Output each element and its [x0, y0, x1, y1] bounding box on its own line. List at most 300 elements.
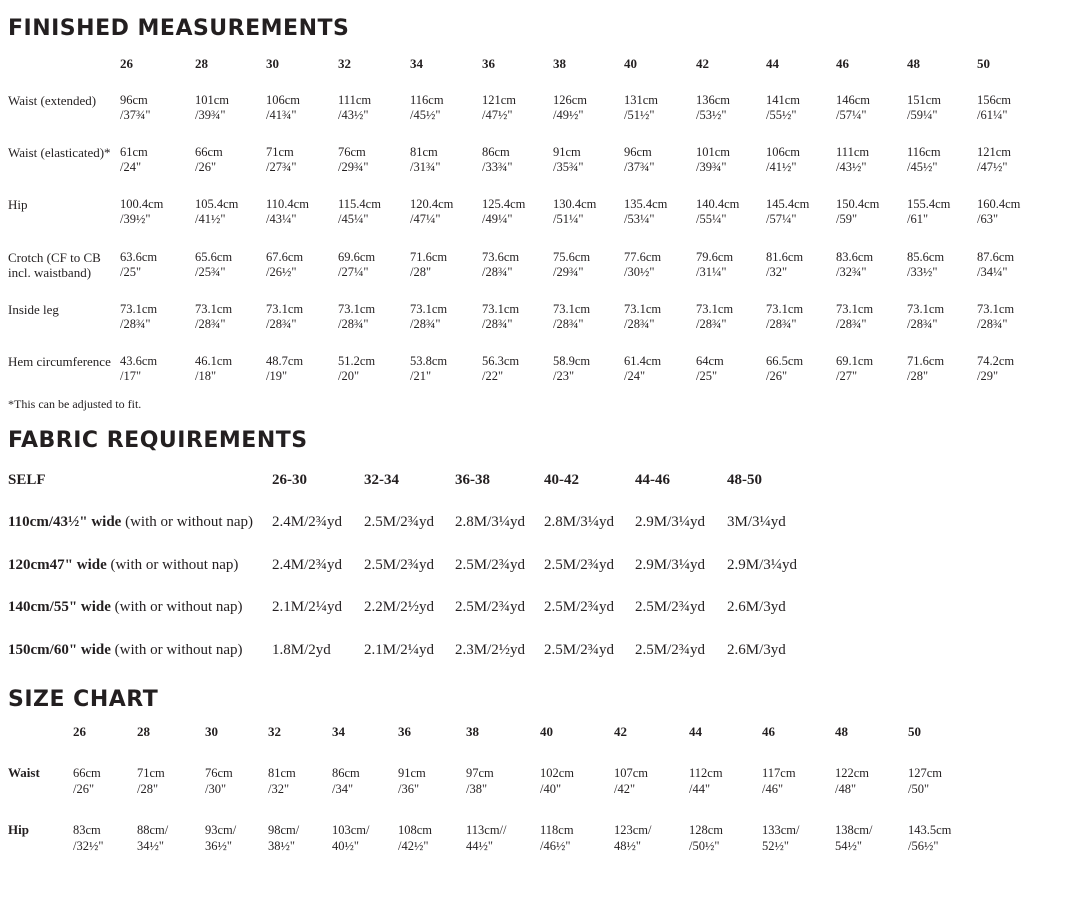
metric-value: 126cm [553, 93, 588, 107]
fabric-size-group-header: 44-46 [635, 472, 670, 488]
finished-cell [907, 354, 944, 384]
finished-cell [410, 354, 447, 384]
imperial-value: /55½" [766, 108, 797, 122]
size-chart-value-line: 97cm [466, 766, 494, 780]
metric-value: 111cm [338, 93, 372, 107]
finished-cell [266, 354, 303, 384]
size-chart-cell [540, 822, 574, 854]
metric-value: 81.6cm [766, 250, 804, 264]
size-chart-value-line: 52½" [762, 839, 789, 853]
metric-value: 101cm [696, 145, 731, 159]
metric-value: 66.5cm [766, 354, 804, 368]
size-chart-value-line: /32½" [73, 839, 104, 853]
size-chart-value-line: 66cm [73, 766, 101, 780]
finished-row-label [8, 197, 28, 212]
size-chart-value-line: 138cm/ [835, 823, 873, 837]
finished-cell [482, 250, 519, 280]
size-chart-value-line: 83cm [73, 823, 101, 837]
metric-value: 131cm [624, 93, 659, 107]
fabric-nap-note: (with or without nap) [121, 514, 253, 530]
imperial-value: /61" [907, 212, 929, 226]
imperial-value: /28¾" [266, 317, 297, 331]
metric-value: 121cm [977, 145, 1012, 159]
imperial-value: /28¾" [836, 317, 867, 331]
imperial-value: /19" [266, 369, 288, 383]
size-chart-value-line: /32" [268, 782, 290, 796]
finished-cell [624, 197, 667, 227]
size-chart-cell [614, 765, 648, 797]
fabric-amount-cell: 2.5M/2¾yd [544, 599, 615, 615]
finished-cell [338, 145, 368, 175]
finished-row-label-line: Crotch (CF to CB [8, 250, 101, 265]
size-chart-size-header: 42 [614, 724, 627, 739]
metric-value: 96cm [120, 93, 148, 107]
imperial-value: /53¼" [624, 212, 655, 226]
imperial-value: /28¾" [195, 317, 226, 331]
imperial-value: /28¾" [696, 317, 727, 331]
metric-value: 79.6cm [696, 250, 734, 264]
imperial-value: /33¾" [482, 160, 513, 174]
metric-value: 61cm [120, 145, 148, 159]
finished-cell [766, 354, 803, 384]
imperial-value: /47½" [977, 160, 1008, 174]
finished-cell [766, 197, 809, 227]
size-chart-value-line: /42" [614, 782, 636, 796]
metric-value: 116cm [410, 93, 444, 107]
imperial-value: /28¾" [120, 317, 151, 331]
metric-value: 73.1cm [410, 302, 448, 316]
finished-row-label-line: Hem circumference [8, 354, 111, 369]
imperial-value: /28¾" [410, 317, 441, 331]
size-chart-size-header: 38 [466, 724, 479, 739]
metric-value: 145.4cm [766, 197, 810, 211]
finished-cell [766, 145, 800, 175]
fabric-nap-note: (with or without nap) [110, 642, 243, 658]
size-chart-value-line: /42½" [398, 839, 429, 853]
imperial-value: /45½" [907, 160, 938, 174]
metric-value: 73.1cm [977, 302, 1015, 316]
fabric-requirements-title: FABRIC REQUIREMENTS [8, 428, 308, 453]
metric-value: 73.1cm [624, 302, 662, 316]
size-chart-value-line: /40" [540, 782, 562, 796]
finished-cell [195, 302, 232, 332]
size-chart-value-line: /46" [762, 782, 784, 796]
metric-value: 160.4cm [977, 197, 1021, 211]
imperial-value: /28¾" [482, 317, 513, 331]
metric-value: 140.4cm [696, 197, 740, 211]
size-chart-value-line: 102cm [540, 766, 575, 780]
metric-value: 81cm [410, 145, 438, 159]
finished-cell [766, 93, 800, 123]
finished-row-label [8, 354, 111, 369]
metric-value: 156cm [977, 93, 1012, 107]
finished-cell [410, 250, 447, 280]
metric-value: 101cm [195, 93, 230, 107]
metric-value: 75.6cm [553, 250, 591, 264]
size-chart-cell [332, 765, 360, 797]
imperial-value: /41½" [195, 212, 226, 226]
size-chart-cell [73, 822, 103, 854]
finished-cell [907, 250, 944, 280]
imperial-value: /26" [766, 369, 788, 383]
fabric-amount-cell: 2.4M/2¾yd [272, 557, 343, 573]
size-chart-value-line: 143.5cm [908, 823, 952, 837]
metric-value: 61.4cm [624, 354, 662, 368]
metric-value: 83.6cm [836, 250, 874, 264]
imperial-value: /33½" [907, 265, 938, 279]
imperial-value: /23" [553, 369, 575, 383]
metric-value: 73.1cm [120, 302, 158, 316]
size-chart-value-line: 118cm [540, 823, 574, 837]
finished-cell [907, 302, 944, 332]
metric-value: 155.4cm [907, 197, 951, 211]
size-chart-value-line: 48½" [614, 839, 641, 853]
fabric-amount-cell: 2.1M/2¼yd [272, 599, 343, 615]
imperial-value: /55¼" [696, 212, 727, 226]
size-chart-cell [73, 765, 101, 797]
imperial-value: /28¾" [907, 317, 938, 331]
finished-cell [836, 354, 873, 384]
metric-value: 87.6cm [977, 250, 1015, 264]
imperial-value: /39½" [120, 212, 151, 226]
size-chart-value-line: /48" [835, 782, 857, 796]
metric-value: 48.7cm [266, 354, 304, 368]
size-chart-value-line: 36½" [205, 839, 232, 853]
finished-cell [338, 354, 375, 384]
imperial-value: /43¼" [266, 212, 297, 226]
metric-value: 120.4cm [410, 197, 454, 211]
fabric-nap-note: (with or without nap) [106, 557, 239, 573]
finished-size-header: 38 [553, 56, 566, 71]
finished-cell [410, 93, 444, 123]
metric-value: 151cm [907, 93, 942, 107]
finished-cell [977, 354, 1014, 384]
imperial-value: /26" [195, 160, 217, 174]
size-chart-cell [137, 765, 165, 797]
finished-cell [907, 145, 941, 175]
size-chart-size-header: 36 [398, 724, 411, 739]
size-chart-value-line: 122cm [835, 766, 870, 780]
finished-cell [195, 250, 232, 280]
size-chart-size-header: 40 [540, 724, 553, 739]
metric-value: 105.4cm [195, 197, 239, 211]
metric-value: 106cm [266, 93, 301, 107]
imperial-value: /27" [836, 369, 858, 383]
finished-cell [266, 250, 303, 280]
fabric-amount-cell: 1.8M/2yd [272, 642, 331, 658]
fabric-amount-cell: 2.6M/3yd [727, 599, 786, 615]
size-chart-value-line: /38" [466, 782, 488, 796]
size-chart-cell [908, 822, 951, 854]
size-chart-value-line: 76cm [205, 766, 233, 780]
metric-value: 73.6cm [482, 250, 520, 264]
finished-cell [766, 250, 803, 280]
metric-value: 53.8cm [410, 354, 448, 368]
fabric-width-label [8, 599, 243, 616]
imperial-value: /32¾" [836, 265, 867, 279]
finished-cell [977, 145, 1011, 175]
finished-cell [977, 250, 1014, 280]
metric-value: 116cm [907, 145, 941, 159]
size-chart-value-line: /36" [398, 782, 420, 796]
imperial-value: /29" [977, 369, 999, 383]
imperial-value: /47¼" [410, 212, 441, 226]
imperial-value: /49½" [553, 108, 584, 122]
size-chart-value-line: 44½" [466, 839, 493, 853]
finished-cell [696, 354, 724, 384]
metric-value: 73.1cm [338, 302, 376, 316]
finished-cell [977, 302, 1014, 332]
fabric-amount-cell: 2.8M/3¼yd [455, 514, 526, 530]
metric-value: 73.1cm [836, 302, 874, 316]
size-chart-cell [614, 822, 652, 854]
imperial-value: /26½" [266, 265, 297, 279]
size-chart-cell [762, 765, 796, 797]
metric-value: 111cm [836, 145, 870, 159]
finished-cell [553, 197, 596, 227]
imperial-value: /35¾" [553, 160, 584, 174]
finished-cell [553, 354, 590, 384]
finished-row-label-line: Hip [8, 197, 28, 212]
fabric-amount-cell: 2.9M/3¼yd [727, 557, 798, 573]
metric-value: 85.6cm [907, 250, 945, 264]
size-chart-size-header: 32 [268, 724, 281, 739]
metric-value: 63.6cm [120, 250, 158, 264]
metric-value: 71.6cm [907, 354, 945, 368]
imperial-value: /43½" [836, 160, 867, 174]
finished-row-label-line: Inside leg [8, 302, 59, 317]
finished-cell [410, 145, 440, 175]
imperial-value: /21" [410, 369, 432, 383]
imperial-value: /31¼" [696, 265, 727, 279]
metric-value: 135.4cm [624, 197, 668, 211]
imperial-value: /27¼" [338, 265, 369, 279]
finished-size-header: 26 [120, 56, 133, 71]
finished-cell [907, 93, 941, 123]
fabric-amount-cell: 2.3M/2½yd [455, 642, 526, 658]
size-chart-cell [268, 822, 299, 854]
metric-value: 43.6cm [120, 354, 158, 368]
fabric-amount-cell: 2.1M/2¼yd [364, 642, 435, 658]
finished-cell [338, 302, 375, 332]
size-chart-size-header: 34 [332, 724, 345, 739]
size-chart-value-line: 113cm// [466, 823, 507, 837]
fabric-size-group-header: 36-38 [455, 472, 490, 488]
finished-cell [482, 93, 516, 123]
imperial-value: /37¾" [624, 160, 655, 174]
finished-cell [410, 197, 453, 227]
imperial-value: /29¾" [338, 160, 369, 174]
finished-row-label-line: Waist (extended) [8, 93, 97, 108]
finished-size-header: 48 [907, 56, 920, 71]
size-chart-value-line: 98cm/ [268, 823, 300, 837]
metric-value: 73.1cm [907, 302, 945, 316]
metric-value: 141cm [766, 93, 801, 107]
size-chart-cell [908, 765, 942, 797]
metric-value: 115.4cm [338, 197, 381, 211]
finished-cell [696, 250, 733, 280]
fabric-amount-cell: 2.5M/2¾yd [544, 557, 615, 573]
size-chart-value-line: 103cm/ [332, 823, 370, 837]
size-chart-cell [762, 822, 800, 854]
size-chart-value-line: 54½" [835, 839, 862, 853]
imperial-value: /49¼" [482, 212, 513, 226]
size-chart-value-line: 81cm [268, 766, 296, 780]
finished-cell [696, 302, 733, 332]
size-chart-value-line: 123cm/ [614, 823, 652, 837]
fabric-width-label [8, 557, 238, 574]
metric-value: 96cm [624, 145, 652, 159]
metric-value: 56.3cm [482, 354, 520, 368]
fabric-amount-cell: 2.8M/3¼yd [544, 514, 615, 530]
finished-cell [195, 145, 223, 175]
metric-value: 77.6cm [624, 250, 662, 264]
metric-value: 76cm [338, 145, 366, 159]
finished-cell [120, 250, 157, 280]
size-chart-cell [466, 822, 507, 854]
metric-value: 71.6cm [410, 250, 448, 264]
finished-size-header: 36 [482, 56, 495, 71]
imperial-value: /28¾" [977, 317, 1008, 331]
size-chart-size-header: 46 [762, 724, 775, 739]
size-chart-cell [205, 765, 233, 797]
finished-size-header: 42 [696, 56, 709, 71]
finished-cell [624, 145, 654, 175]
size-chart-cell [540, 765, 574, 797]
imperial-value: /28" [410, 265, 432, 279]
finished-cell [836, 197, 879, 227]
size-chart-value-line: 117cm [762, 766, 796, 780]
finished-size-header: 50 [977, 56, 990, 71]
finished-cell [195, 197, 238, 227]
size-chart-value-line: 86cm [332, 766, 360, 780]
finished-cell [836, 302, 873, 332]
imperial-value: /63" [977, 212, 999, 226]
metric-value: 136cm [696, 93, 731, 107]
fabric-width: 120cm47" wide [8, 557, 107, 573]
finished-measurements-title: FINISHED MEASUREMENTS [8, 16, 350, 41]
imperial-value: /51¼" [553, 212, 584, 226]
metric-value: 73.1cm [266, 302, 304, 316]
size-chart-size-header: 50 [908, 724, 921, 739]
finished-cell [696, 93, 730, 123]
finished-cell [482, 302, 519, 332]
finished-cell [266, 93, 300, 123]
finished-size-header: 34 [410, 56, 423, 71]
finished-size-header: 32 [338, 56, 351, 71]
finished-cell [120, 302, 157, 332]
metric-value: 69.6cm [338, 250, 376, 264]
finished-cell [120, 197, 163, 227]
fabric-size-group-header: 40-42 [544, 472, 579, 488]
finished-size-header: 30 [266, 56, 279, 71]
fabric-amount-cell: 3M/3¼yd [727, 514, 786, 530]
size-chart-size-header: 26 [73, 724, 86, 739]
metric-value: 100.4cm [120, 197, 164, 211]
size-chart-cell [137, 822, 168, 854]
imperial-value: /43½" [338, 108, 369, 122]
finished-cell [624, 250, 661, 280]
finished-cell [836, 250, 873, 280]
finished-cell [338, 250, 375, 280]
metric-value: 51.2cm [338, 354, 376, 368]
finished-cell [836, 93, 870, 123]
size-chart-value-line: /30" [205, 782, 227, 796]
imperial-value: /18" [195, 369, 217, 383]
imperial-value: /45½" [410, 108, 441, 122]
imperial-value: /39¾" [696, 160, 727, 174]
imperial-value: /59" [836, 212, 858, 226]
finished-row-label [8, 93, 96, 108]
size-chart-value-line: 40½" [332, 839, 359, 853]
imperial-value: /29¾" [553, 265, 584, 279]
fabric-amount-cell: 2.5M/2¾yd [455, 557, 526, 573]
size-chart-value-line: 128cm [689, 823, 724, 837]
size-chart-cell [689, 822, 723, 854]
imperial-value: /28¾" [766, 317, 797, 331]
imperial-value: /37¾" [120, 108, 151, 122]
metric-value: 125.4cm [482, 197, 526, 211]
fabric-corner-label: SELF [8, 472, 46, 488]
metric-value: 46.1cm [195, 354, 233, 368]
finished-cell [553, 93, 587, 123]
finished-row-label-line: incl. waistband) [8, 265, 92, 280]
finished-row-label [8, 145, 111, 160]
finished-cell [195, 93, 229, 123]
metric-value: 150.4cm [836, 197, 880, 211]
finished-cell [624, 302, 661, 332]
metric-value: 91cm [553, 145, 581, 159]
finished-cell [482, 145, 512, 175]
size-chart-value-line: /34" [332, 782, 354, 796]
imperial-value: /41½" [766, 160, 797, 174]
finished-size-header: 40 [624, 56, 637, 71]
imperial-value: /22" [482, 369, 504, 383]
finished-cell [553, 302, 590, 332]
imperial-value: /25" [120, 265, 142, 279]
metric-value: 130.4cm [553, 197, 597, 211]
imperial-value: /57¼" [766, 212, 797, 226]
metric-value: 64cm [696, 354, 724, 368]
imperial-value: /61¼" [977, 108, 1008, 122]
finished-cell [120, 145, 148, 175]
fabric-amount-cell: 2.9M/3¼yd [635, 557, 706, 573]
size-chart-cell [205, 822, 236, 854]
size-chart-value-line: 112cm [689, 766, 723, 780]
fabric-amount-cell: 2.5M/2¾yd [544, 642, 615, 658]
metric-value: 71cm [266, 145, 294, 159]
imperial-value: /28¾" [624, 317, 655, 331]
finished-cell [266, 197, 309, 227]
metric-value: 146cm [836, 93, 871, 107]
finished-cell [696, 145, 730, 175]
finished-cell [410, 302, 447, 332]
finished-cell [338, 197, 381, 227]
imperial-value: /32" [766, 265, 788, 279]
imperial-value: /45¼" [338, 212, 369, 226]
fabric-width: 110cm/43½" wide [8, 514, 122, 530]
fabric-width-label [8, 642, 243, 659]
finished-cell [266, 302, 303, 332]
finished-cell [338, 93, 371, 123]
imperial-value: /28¾" [338, 317, 369, 331]
imperial-value: /28¾" [482, 265, 513, 279]
footnote: *This can be adjusted to fit. [8, 397, 142, 411]
size-chart-value-line: 88cm/ [137, 823, 169, 837]
finished-cell [195, 354, 232, 384]
metric-value: 121cm [482, 93, 517, 107]
fabric-width-label [8, 514, 253, 531]
